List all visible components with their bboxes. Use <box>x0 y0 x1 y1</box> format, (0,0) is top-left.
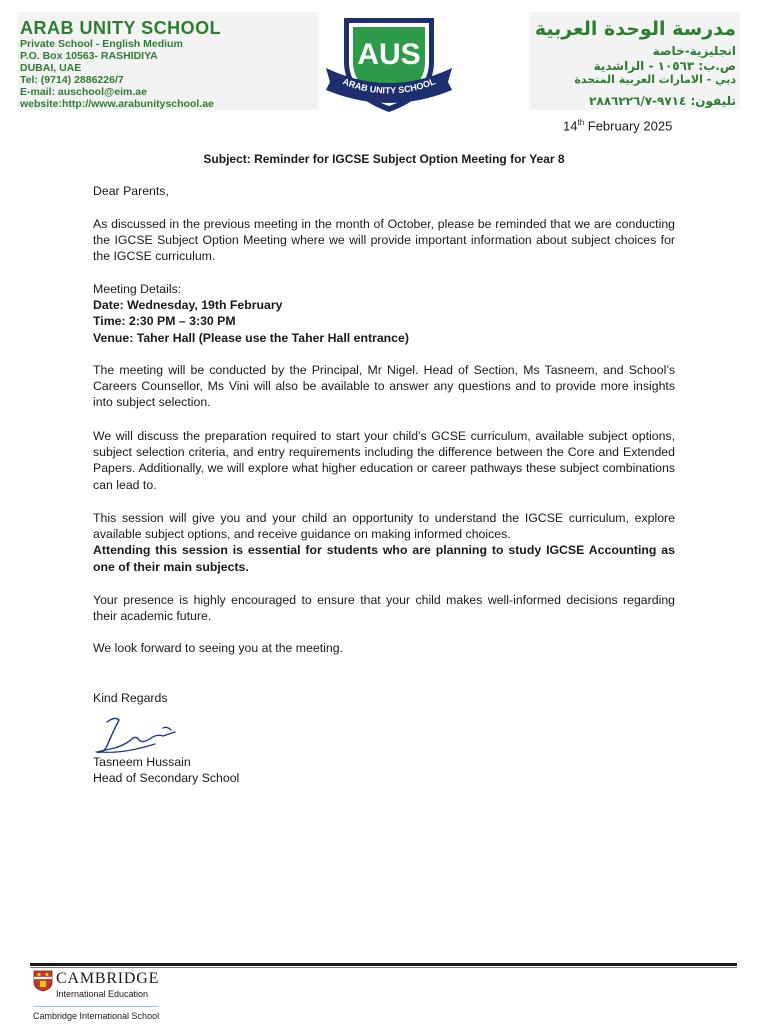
signatory-block <box>93 754 675 786</box>
arabic-line: ص.ب: ١٠٥٦٣ - الراشدية <box>593 59 736 73</box>
signatory-title: Head of Secondary School <box>93 771 240 786</box>
presence-paragraph: Your presence is highly encouraged to ensure that your child makes well-informed decisions regarding their academic future. <box>93 593 675 624</box>
address-line: E-mail: auschool@eim.ae <box>20 86 147 98</box>
logo-ribbon-text: ARAB UNITY SCHOOL <box>341 76 437 96</box>
footer-rule-thin <box>30 967 737 968</box>
cambridge-school-label: Cambridge International School <box>33 1011 160 1021</box>
address-line: DUBAI, UAE <box>20 62 82 74</box>
shield-icon <box>322 10 456 116</box>
salutation: Dear Parents, <box>93 184 169 198</box>
header-address-block-en <box>18 12 318 110</box>
arabic-line: انجليزية-خاصة <box>652 44 736 58</box>
signatory-name: Tasneem Hussain <box>93 755 191 769</box>
cambridge-wordmark: CAMBRIDGE <box>56 970 160 987</box>
address-line: P.O. Box 10563- RASHIDIYA <box>20 50 158 62</box>
footer-rule <box>30 963 737 966</box>
logo-letters: AUS <box>357 38 421 71</box>
session-emphasis: Attending this session is essential for students who are planning to study IGCSE Accounting as one of their main subjects. <box>93 543 675 574</box>
cambridge-crest-icon <box>33 970 53 992</box>
school-logo <box>322 10 456 116</box>
school-name-ar: مدرسة الوحدة العربية <box>534 18 736 40</box>
closing: Kind Regards <box>93 691 168 705</box>
cambridge-divider <box>33 1006 159 1007</box>
letter-subject: Subject: Reminder for IGCSE Subject Option Meeting for Year 8 <box>203 152 565 166</box>
letter-date: 14th February 2025 <box>563 118 673 134</box>
meeting-heading: Meeting Details: <box>93 282 182 296</box>
address-line: website:http://www.arabunityschool.ae <box>20 98 214 110</box>
meeting-details <box>93 281 675 346</box>
arabic-line: دبي - الامارات العربية المتحدة <box>574 73 736 86</box>
meeting-time: Time: 2:30 PM – 3:30 PM <box>93 314 236 329</box>
address-line: Tel: (9714) 2886226/7 <box>20 74 124 86</box>
meeting-venue: Venue: Taher Hall (Please use the Taher Hall entrance) <box>93 330 409 345</box>
conducted-paragraph: The meeting will be conducted by the Principal, Mr Nigel. Head of Section, Ms Tasneem, and School’s Careers Counsellor, Ms Vini will also be available to answer any questions and to provide more insights into subject selection. <box>93 363 675 410</box>
meeting-date: Date: Wednesday, 19th February <box>93 298 283 313</box>
arabic-line: تليفون: ٩٧١٤-٢٨٨٦٢٢٦/٧ <box>589 94 736 108</box>
address-line: Private School - English Medium <box>20 38 183 50</box>
intro-paragraph: As discussed in the previous meeting in the month of October, please be reminded that we are conducting the IGCSE Subject Option Meeting where we will provide important information about subject choices for the IGCSE curriculum. <box>93 217 675 264</box>
session-text: This session will give you and your child an opportunity to understand the IGCSE curriculum, explore available subject options, and receive guidance on making informed choices. <box>93 511 675 542</box>
session-paragraph <box>93 510 675 575</box>
header-address-block-ar <box>530 12 740 110</box>
school-name-en: ARAB UNITY SCHOOL <box>20 18 222 38</box>
discuss-paragraph: We will discuss the preparation required to start your child’s GCSE curriculum, available subject options, subject selection criteria, and entry requirements including the difference between the Core and Extended Papers. Additionally, we will explore what higher education or career pathways these subject combinations can lead to. <box>93 429 675 492</box>
forward-paragraph: We look forward to seeing you at the meeting. <box>93 641 343 655</box>
cambridge-subtitle: International Education <box>56 989 149 999</box>
